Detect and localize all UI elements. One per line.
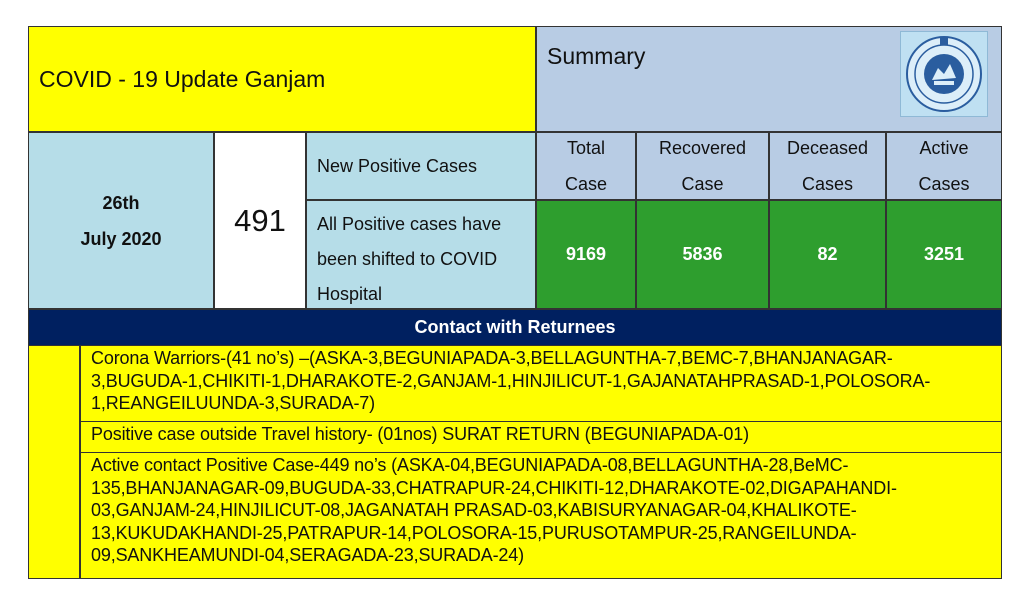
row-line: 135,BHANJANAGAR-09,BUGUDA-33,CHATRAPUR-24,CHIKITI-12,DHARAKOTE-02,DIGAPAHANDI- bbox=[91, 477, 897, 498]
deceased-cases-number: 82 bbox=[817, 244, 838, 264]
recovered-case-number: 5836 bbox=[682, 244, 723, 264]
summary-label: Summary bbox=[547, 43, 646, 69]
total-case-header bbox=[536, 132, 636, 200]
travel-history-row bbox=[80, 422, 1002, 453]
column-header-line: Case bbox=[681, 174, 724, 194]
active-cases-number: 3251 bbox=[923, 244, 965, 264]
report-title bbox=[28, 26, 536, 132]
new-positive-label bbox=[306, 132, 536, 200]
total-case-value bbox=[536, 200, 636, 309]
contact-heading bbox=[28, 309, 1002, 346]
odisha-seal-icon bbox=[900, 31, 988, 117]
recovered-case-header bbox=[636, 132, 769, 200]
row-line: 09,SANKHEAMUNDI-04,SERAGADA-23,SURADA-24) bbox=[91, 545, 524, 565]
row-line: 1,REANGEILUUNDA-3,SURADA-7) bbox=[91, 393, 376, 413]
deceased-cases-value bbox=[769, 200, 886, 309]
new-positive-label-text: New Positive Cases bbox=[317, 155, 478, 176]
report-title-text: COVID - 19 Update Ganjam bbox=[39, 65, 326, 92]
total-case-number: 9169 bbox=[565, 244, 607, 264]
row-line: 03,GANJAM-24,HINJILICUT-08,JAGANATAH PRASAD-03,KABISURYANAGAR-04,KHALIKOTE- bbox=[91, 500, 857, 520]
column-header-line: Cases bbox=[918, 174, 970, 194]
corona-warriors-row bbox=[80, 346, 1002, 422]
deceased-cases-header bbox=[769, 132, 886, 200]
active-cases-value bbox=[886, 200, 1002, 309]
report-date bbox=[28, 132, 214, 309]
active-contact-row bbox=[80, 453, 1002, 579]
row-line: 3,BUGUDA-1,CHIKITI-1,DHARAKOTE-2,GANJAM-1,HINJILICUT-1,GAJANATAHPRASAD-1,POLOSORA- bbox=[91, 370, 931, 391]
recovered-case-value bbox=[636, 200, 769, 309]
hospital-shift-line-2: been shifted to COVID bbox=[317, 249, 498, 269]
row-line: Corona Warriors-(41 no’s) –(ASKA-3,BEGUNIAPADA-3,BELLAGUNTHA-7,BEMC-7,BHANJANAGAR- bbox=[91, 348, 893, 368]
column-header-line: Total bbox=[566, 138, 606, 158]
row-line: 13,KUKUDAKHANDI-25,PATRAPUR-14,POLOSORA-15,PURUSOTAMPUR-25,RANGEILUNDA- bbox=[91, 522, 857, 543]
row-line: Positive case outside Travel history- (01nos) SURAT RETURN (BEGUNIAPADA-01) bbox=[91, 424, 749, 444]
date-month-year: July 2020 bbox=[80, 228, 162, 249]
column-header-line: Deceased bbox=[786, 138, 869, 158]
row-line: Active contact Positive Case-449 no’s (ASKA-04,BEGUNIAPADA-08,BELLAGUNTHA-28,BeMC- bbox=[91, 455, 849, 475]
summary-header bbox=[536, 26, 1002, 132]
column-header-line: Case bbox=[564, 174, 608, 194]
hospital-shift-line-1: All Positive cases have bbox=[317, 214, 502, 234]
date-day: 26th bbox=[102, 192, 140, 213]
hospital-shift-line-3: Hospital bbox=[317, 284, 383, 304]
column-header-line: Active bbox=[919, 138, 969, 158]
new-positive-count bbox=[214, 132, 306, 309]
column-header-line: Cases bbox=[801, 174, 854, 194]
hospital-shift-note bbox=[306, 200, 536, 309]
contact-heading-text: Contact with Returnees bbox=[414, 317, 616, 337]
active-cases-header bbox=[886, 132, 1002, 200]
column-header-line: Recovered bbox=[658, 138, 747, 158]
contact-left-strip bbox=[28, 346, 80, 579]
new-positive-count-value: 491 bbox=[234, 202, 286, 238]
